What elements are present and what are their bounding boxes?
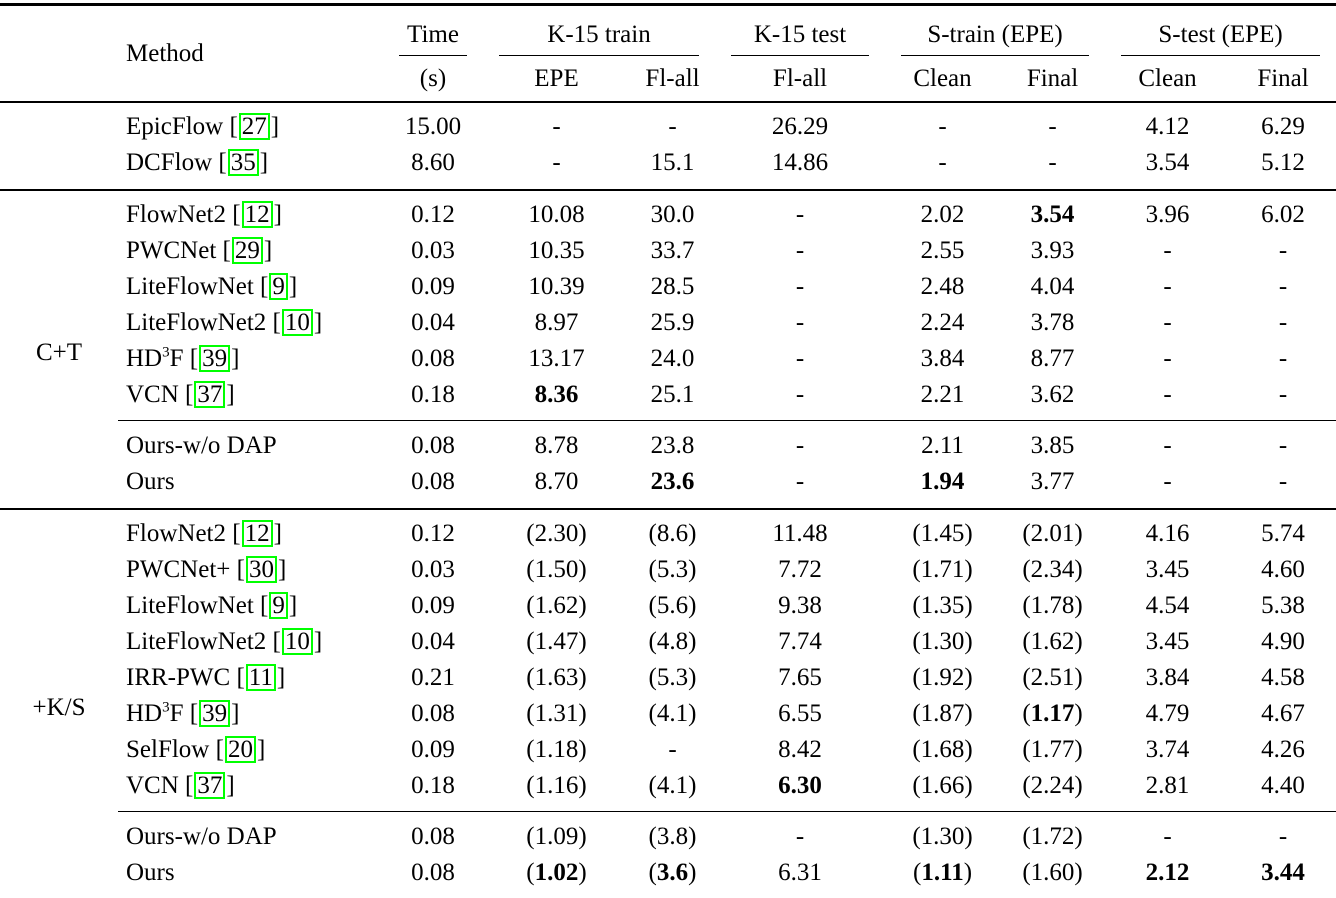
cell-strain-clean: 2.24 [920,309,965,336]
cell-k15test-flall: - [715,421,885,465]
subheader-stest-clean: Clean [1138,64,1197,92]
col-group-k15-test [715,5,885,57]
header-row-groups [0,5,1336,57]
cell-time: 0.12 [411,201,455,228]
cell-k15test-flall: 6.31 [778,859,822,886]
cell-strain-clean: - [938,113,947,140]
cell-k15train-flall: (4.1) [648,772,697,799]
citation-link[interactable]: 37 [194,381,225,408]
cell-time: 0.08 [411,345,455,372]
cell-k15train-epe: (1.47) [526,628,587,655]
col-group-s-train-label: S-train (EPE) [901,17,1089,56]
cell-k15test-flall: 26.29 [771,113,829,140]
citation-link[interactable]: 9 [269,592,288,619]
subheader-seconds: (s) [419,64,447,92]
cell-k15test-flall: 7.72 [778,556,822,583]
table-row [0,660,1336,696]
cell-k15train-epe: 10.39 [528,273,585,300]
method-group [0,190,1336,509]
cell-strain-clean [885,464,1000,509]
cell-time: 0.09 [411,736,455,763]
cell-stest-clean: - [1163,273,1172,300]
cell-stest-clean: 4.79 [1145,700,1190,727]
cell-stest-clean: 4.12 [1145,113,1190,140]
training-set-group-label [0,102,118,190]
cell-k15train-flall: (8.6) [648,520,697,547]
table-row [0,305,1336,341]
cell-k15train-flall: 24.0 [650,345,695,372]
bold-best-value: 3.44 [1261,859,1305,886]
cell-stest-final: - [1278,381,1288,408]
cell-stest-clean: 3.45 [1145,556,1190,583]
method-name: LiteFlowNet2 [ 10 ] [126,628,323,655]
cell-stest-final: 6.29 [1261,113,1305,140]
superscript: 3 [162,699,170,716]
bold-best-value: 1.02 [534,859,579,886]
cell-strain-clean: (1.71) [912,556,973,583]
cell-stest-clean: - [1163,237,1172,264]
cell-strain-final: 3.93 [1030,237,1075,264]
cell-stest-final: 5.38 [1261,592,1305,619]
cell-strain-final: (1.62) [1022,628,1083,655]
cell-k15train-flall: (4.8) [648,628,697,655]
cell-k15test-flall: - [795,273,805,300]
cell-strain-final: (1.78) [1022,592,1083,619]
table-row [0,421,1336,465]
cell-time: 0.09 [411,592,455,619]
method-name: LiteFlowNet2 [ 10 ] [126,309,323,336]
method-name: $HD^3F$ [ 39 ] [126,699,240,727]
cell-k15train-flall: - [668,113,677,140]
cell-stest-final: 4.26 [1261,736,1305,763]
cell-strain-final: (1.17) [1022,700,1083,727]
cell-strain-final [1000,190,1105,233]
cell-strain-final: - [1048,113,1057,140]
table-row [0,588,1336,624]
cell-k15test-flall: - [795,309,805,336]
cell-strain-final: (2.34) [1022,556,1083,583]
cell-time: 0.08 [383,421,483,465]
table-header [0,5,1336,103]
method-name: SelFlow [ 20 ] [126,736,266,763]
method-name: Ours [126,859,175,886]
citation-link[interactable]: 9 [269,273,288,300]
cell-stest-clean: 3.45 [1145,628,1190,655]
cell-time: 0.18 [411,772,455,799]
cell-strain-final: (1.77) [1022,736,1083,763]
table-row [0,624,1336,660]
cell-time: 0.04 [411,309,455,336]
cell-stest-final: 6.02 [1261,201,1305,228]
cell-k15train-epe: 8.70 [534,468,579,495]
cell-strain-final: (2.24) [1022,772,1083,799]
col-group-s-test [1105,5,1336,57]
cell-k15train-flall: (5.3) [648,556,697,583]
cell-strain-final: 3.85 [1000,421,1105,465]
cell-k15train-epe: (1.18) [526,736,587,763]
cell-k15train-flall: 25.1 [650,381,695,408]
method-name: IRR-PWC [ 11 ] [126,664,286,691]
method-name: Ours-w/o DAP [118,812,383,856]
cell-k15train-epe: (1.02) [526,859,587,886]
citation-link[interactable]: 11 [246,664,276,691]
method-name: LiteFlowNet [ 9 ] [126,592,298,619]
method-name: Ours [126,468,175,495]
method-header-label: Method [126,39,204,67]
cell-k15test-flall: 6.55 [778,700,822,727]
cell-stest-clean: 3.84 [1145,664,1190,691]
cell-k15test-flall: 14.86 [771,149,829,176]
cell-k15test-flall: 11.48 [772,520,828,547]
citation-link[interactable]: 20 [225,736,256,763]
table-row [0,145,1336,190]
col-group-s-test-label: S-test (EPE) [1121,17,1320,56]
col-group-time [383,5,483,57]
subheader-k15test-flall: Fl-all [772,64,828,92]
method-column-header [118,5,383,103]
cell-k15train-flall: 25.9 [650,309,695,336]
cell-strain-clean: (1.30) [912,628,973,655]
table-row [0,341,1336,377]
citation-link[interactable]: 12 [242,520,273,547]
citation-link[interactable]: 10 [282,628,313,655]
cell-stest-clean: - [1163,309,1172,336]
cell-time: 0.03 [411,237,455,264]
cell-stest-final: - [1278,345,1288,372]
cell-k15test-flall: 9.38 [778,592,822,619]
cell-strain-clean: (1.45) [912,520,973,547]
col-group-s-train [885,5,1105,57]
method-name: FlowNet2 [ 12 ] [126,201,282,228]
cell-stest-clean: 4.54 [1145,592,1190,619]
table-row [0,768,1336,812]
citation-link[interactable]: 39 [199,345,230,372]
cell-k15train-flall: 30.0 [650,201,695,228]
cell-stest-clean: - [1163,381,1172,408]
cell-k15train-flall: 33.7 [650,237,695,264]
cell-stest-final: 4.58 [1261,664,1305,691]
cell-time: 0.12 [411,520,455,547]
citation-link[interactable]: 37 [194,772,225,799]
cell-k15train-flall: (5.6) [648,592,697,619]
bold-best-value: 3.54 [1030,201,1075,228]
table-row [0,190,1336,233]
group-column-header [0,5,118,103]
cell-k15train-epe: 10.08 [528,201,585,228]
method-name: DCFlow [ 35 ] [126,149,269,176]
cell-stest-clean: - [1163,345,1172,372]
bold-best-value: 1.94 [920,468,965,495]
cell-strain-clean: (1.30) [885,812,1000,856]
table-row [0,552,1336,588]
citation-link[interactable]: 12 [242,201,273,228]
cell-stest-final: 4.40 [1261,772,1305,799]
cell-k15test-flall: - [795,201,805,228]
table-row [0,233,1336,269]
cell-strain-clean: 2.21 [920,381,965,408]
col-group-time-label: Time [399,17,467,56]
col-group-k15-train-label: K-15 train [499,17,699,56]
cell-stest-final: 5.74 [1261,520,1305,547]
cell-stest-final: - [1278,468,1288,495]
cell-k15test-flall: - [795,468,805,495]
cell-stest-clean: 4.16 [1145,520,1190,547]
cell-time: 8.60 [411,149,455,176]
cell-k15train-epe: (1.16) [526,772,587,799]
cell-strain-final: (1.60) [1022,859,1083,886]
cell-k15test-flall: 7.74 [778,628,822,655]
cell-k15train-epe [483,377,630,421]
bold-best-value: 1.17 [1030,700,1075,727]
training-set-group-label: C+T [35,338,83,366]
bold-best-value: 23.6 [650,468,695,495]
cell-k15test-flall: - [795,345,805,372]
method-group [0,102,1336,190]
cell-strain-final: 3.77 [1030,468,1075,495]
cell-k15train-flall: (3.6) [648,859,697,886]
method-group [0,509,1336,898]
table-row [0,269,1336,305]
cell-strain-final: (2.01) [1022,520,1083,547]
cell-time: 15.00 [404,113,462,140]
method-name: VCN [ 37 ] [126,772,235,799]
cell-stest-clean: 3.54 [1145,149,1190,176]
cell-k15train-flall: 28.5 [650,273,695,300]
cell-k15train-flall [630,464,715,509]
table-row [0,377,1336,421]
results-table [0,3,1336,898]
cell-time: 0.08 [411,468,455,495]
cell-stest-final: - [1278,237,1288,264]
method-name: Ours-w/o DAP [118,421,383,465]
cell-stest-final: 4.67 [1261,700,1305,727]
bold-best-value: 2.12 [1145,859,1190,886]
bold-best-value: 8.36 [534,381,579,408]
cell-k15train-epe: - [552,149,561,176]
table-row [0,509,1336,552]
cell-k15train-epe: (1.50) [526,556,587,583]
bold-best-value: 3.6 [656,859,689,886]
cell-time: 0.21 [411,664,455,691]
cell-stest-final: - [1230,812,1336,856]
cell-time: 0.08 [383,812,483,856]
citation-link[interactable]: 27 [239,113,270,140]
cell-stest-clean: - [1105,421,1230,465]
method-name: PWCNet [ 29 ] [126,237,273,264]
bold-best-value: 1.11 [921,859,964,886]
cell-k15train-epe: (1.31) [526,700,587,727]
cell-strain-clean: 2.48 [920,273,965,300]
cell-k15test-flall: - [795,237,805,264]
cell-strain-final: (2.51) [1022,664,1083,691]
cell-strain-clean: (1.11) [913,859,973,886]
method-name: VCN [ 37 ] [126,381,235,408]
cell-strain-final: - [1048,149,1057,176]
cell-k15train-epe: - [552,113,561,140]
superscript: 3 [162,344,170,361]
cell-k15train-epe: (1.63) [526,664,587,691]
cell-k15train-flall: 23.8 [630,421,715,465]
cell-k15train-flall: (3.8) [630,812,715,856]
cell-strain-final: 3.62 [1030,381,1075,408]
cell-k15test-flall: - [795,381,805,408]
cell-stest-clean: 3.96 [1145,201,1190,228]
cell-strain-clean: 2.02 [920,201,965,228]
cell-stest-final: 5.12 [1261,149,1305,176]
col-group-k15-test-label: K-15 test [731,17,869,56]
cell-stest-final [1230,855,1336,898]
cell-k15train-epe: 10.35 [528,237,585,264]
cell-time: 0.08 [411,859,455,886]
cell-stest-final: - [1278,309,1288,336]
cell-k15test-flall: 7.65 [778,664,822,691]
training-set-group-label: +K/S [32,693,86,721]
cell-k15train-flall: (4.1) [648,700,697,727]
cell-time: 0.04 [411,628,455,655]
cell-strain-clean: (1.66) [912,772,973,799]
cell-strain-clean: (1.92) [912,664,973,691]
cell-k15train-epe: 13.17 [528,345,585,372]
cell-strain-clean: 2.11 [885,421,1000,465]
subheader-k15train-epe: EPE [534,64,579,92]
cell-stest-clean: 3.74 [1145,736,1190,763]
cell-strain-final: 8.77 [1030,345,1075,372]
cell-time: 0.03 [411,556,455,583]
cell-strain-clean: (1.87) [912,700,973,727]
cell-k15train-epe: 8.97 [534,309,579,336]
cell-time: 0.18 [411,381,455,408]
citation-link[interactable]: 39 [199,700,230,727]
subheader-strain-final: Final [1026,64,1079,92]
cell-strain-clean: (1.68) [912,736,973,763]
table-row [0,732,1336,768]
cell-time: 0.08 [411,700,455,727]
citation-link[interactable]: 10 [282,309,313,336]
table-row [0,696,1336,732]
cell-strain-final: (1.72) [1000,812,1105,856]
method-name: FlowNet2 [ 12 ] [126,520,282,547]
cell-stest-final: 4.60 [1261,556,1305,583]
cell-stest-clean: 2.81 [1145,772,1190,799]
cell-strain-clean: - [938,149,947,176]
citation-link[interactable]: 29 [232,237,263,264]
bold-best-value: 6.30 [778,772,822,799]
cell-stest-clean [1105,855,1230,898]
citation-link[interactable]: 30 [246,556,277,583]
cell-time: 0.09 [411,273,455,300]
cell-k15train-flall: - [668,736,677,763]
table-row [0,102,1336,145]
cell-stest-final: - [1230,421,1336,465]
method-name: LiteFlowNet [ 9 ] [126,273,298,300]
cell-k15train-epe: (1.62) [526,592,587,619]
cell-strain-clean: (1.35) [912,592,973,619]
cell-k15test-flall: - [715,812,885,856]
cell-stest-clean: - [1163,468,1172,495]
method-name: $HD^3F$ [ 39 ] [126,344,240,372]
cell-strain-final: 4.04 [1030,273,1075,300]
cell-k15train-flall: (5.3) [648,664,697,691]
table-row [0,812,1336,856]
method-name: EpicFlow [ 27 ] [126,113,280,140]
cell-strain-final: 3.78 [1030,309,1075,336]
subheader-stest-final: Final [1257,64,1309,92]
cell-k15train-epe: (2.30) [526,520,587,547]
method-name: PWCNet+ [ 30 ] [126,556,287,583]
subheader-k15train-flall: Fl-all [645,64,700,92]
cell-k15train-epe: 8.78 [483,421,630,465]
cell-stest-final: - [1278,273,1288,300]
table-row [0,464,1336,509]
cell-k15test-flall: 8.42 [778,736,822,763]
col-group-k15-train [483,5,715,57]
cell-stest-clean: - [1105,812,1230,856]
cell-k15train-epe: (1.09) [483,812,630,856]
subheader-strain-clean: Clean [913,64,972,92]
table-row [0,855,1336,898]
cell-k15train-flall: 15.1 [650,149,695,176]
cell-k15test-flall [715,768,885,812]
cell-strain-clean: 3.84 [920,345,965,372]
cell-strain-clean: 2.55 [920,237,965,264]
citation-link[interactable]: 35 [228,149,259,176]
cell-stest-final: 4.90 [1261,628,1305,655]
